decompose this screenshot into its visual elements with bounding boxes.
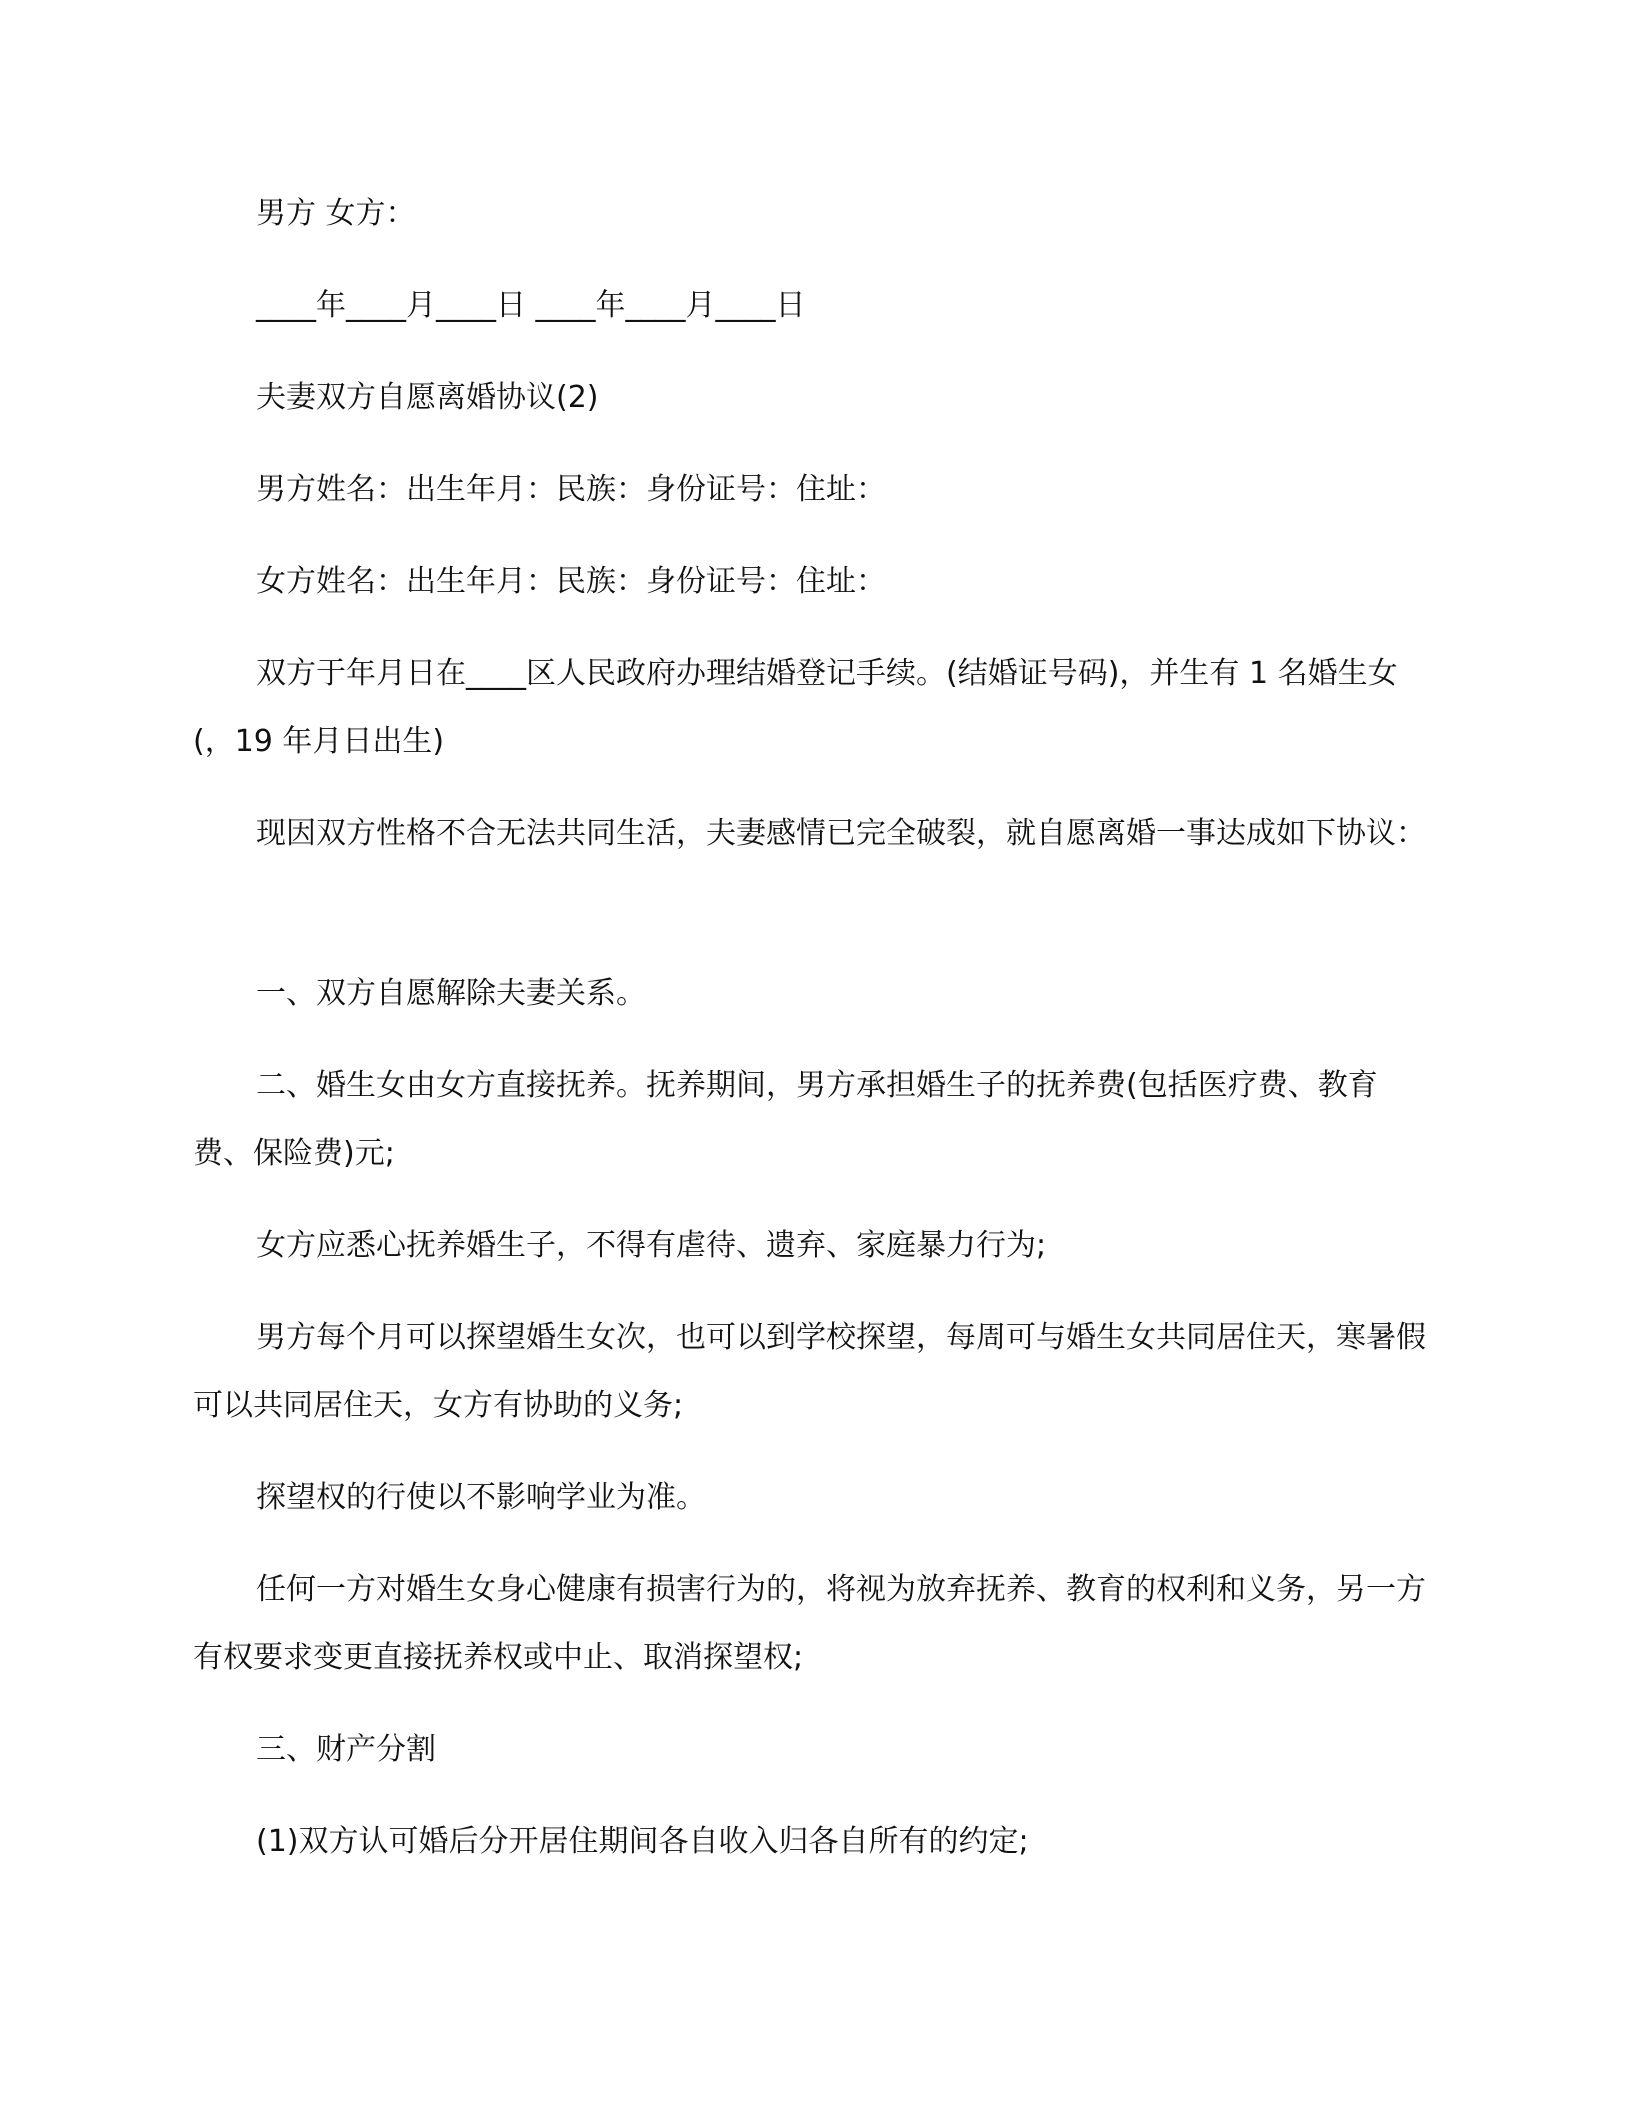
reason-paragraph: 现因双方性格不合无法共同生活，夫妻感情已完全破裂，就自愿离婚一事达成如下协议： bbox=[256, 816, 1426, 851]
clause-2-visitation-limit: 探望权的行使以不影响学业为准。 bbox=[256, 1480, 706, 1515]
marriage-paragraph: 双方于年月日在____区人民政府办理结婚登记手续。(结婚证号码)，并生有 1 名婚生女(，19 年月日出生) bbox=[193, 656, 1398, 759]
clause-1: 一、双方自愿解除夫妻关系。 bbox=[256, 976, 646, 1011]
date-line: ____年____月____日 ____年____月____日 bbox=[256, 288, 806, 323]
clause-2-harm: 任何一方对婚生女身心健康有损害行为的，将视为放弃抚养、教育的权利和义务，另一方有权要求变更直接抚养权或中止、取消探望权; bbox=[193, 1572, 1426, 1675]
clause-3-heading: 三、财产分割 bbox=[256, 1732, 436, 1767]
clause-2-care: 女方应悉心抚养婚生子，不得有虐待、遗弃、家庭暴力行为; bbox=[256, 1228, 1047, 1263]
signature-line: 男方 女方： bbox=[256, 196, 416, 231]
female-info-line: 女方姓名：出生年月：民族：身份证号：住址： bbox=[256, 564, 886, 599]
clause-3-item-1: (1)双方认可婚后分开居住期间各自收入归各自所有的约定; bbox=[256, 1824, 1029, 1859]
document-title: 夫妻双方自愿离婚协议(2) bbox=[256, 380, 599, 415]
clause-2: 二、婚生女由女方直接抚养。抚养期间，男方承担婚生子的抚养费(包括医疗费、教育费、保险费)元; bbox=[193, 1068, 1378, 1171]
male-info-line: 男方姓名：出生年月：民族：身份证号：住址： bbox=[256, 472, 886, 507]
clause-2-visitation: 男方每个月可以探望婚生女次，也可以到学校探望，每周可与婚生女共同居住天，寒暑假可以共同居住天，女方有协助的义务; bbox=[193, 1320, 1426, 1423]
